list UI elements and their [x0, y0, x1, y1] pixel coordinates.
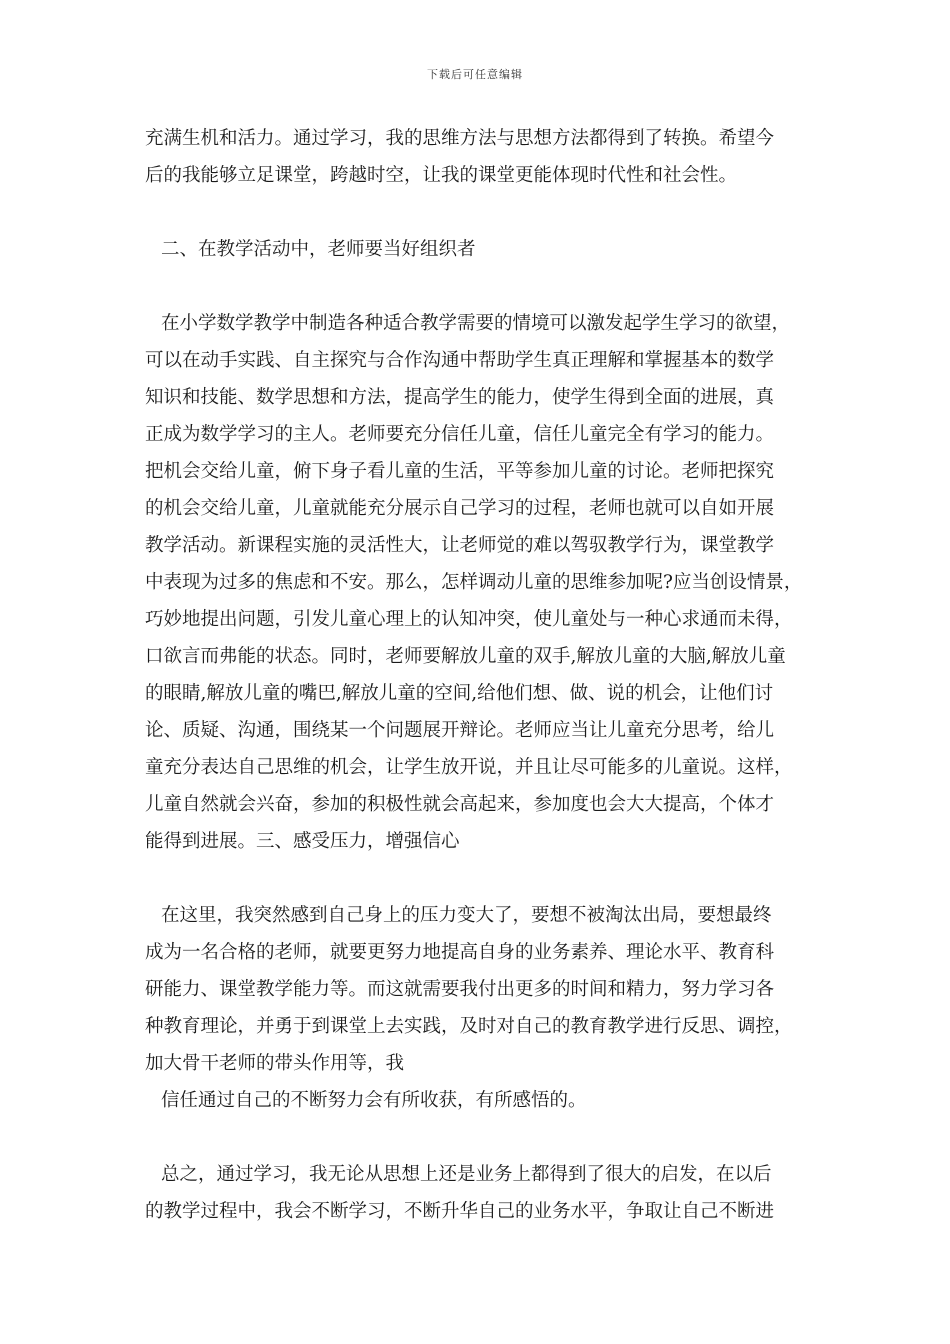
- text-line: 的眼睛,解放儿童的嘴巴,解放儿童的空间,给他们想、做、说的机会，让他们讨: [145, 683, 774, 704]
- text-line: 巧妙地提出问题，引发儿童心理上的认知冲突，使儿童处与一种心求通而未得，: [145, 609, 793, 630]
- paragraph-pressure: [145, 897, 813, 1082]
- page-header: 下载后可任意编辑: [427, 68, 523, 81]
- section-heading-two: [145, 231, 813, 268]
- text-line: 的机会交给儿童，儿童就能充分展示自己学习的过程，老师也就可以自如开展: [145, 498, 775, 519]
- text-line: 种教育理论，并勇于到课堂上去实践，及时对自己的教育教学进行反思、调控，: [145, 1016, 793, 1037]
- paragraph-conclusion: [145, 1156, 813, 1230]
- text-line: 知识和技能、数学思想和方法，提高学生的能力，使学生得到全面的进展，真: [145, 387, 775, 408]
- text-line: 研能力、课堂教学能力等。而这就需要我付出更多的时间和精力，努力学习各: [145, 979, 775, 1000]
- paragraph-closing-previous: [145, 120, 813, 194]
- text-line: 儿童自然就会兴奋，参加的积极性就会高起来，参加度也会大大提高，个体才: [145, 794, 775, 815]
- text-line: 成为一名合格的老师，就要更努力地提高自身的业务素养、理论水平、教育科: [145, 942, 775, 963]
- paragraph-belief: [145, 1082, 813, 1119]
- text-line: 的教学过程中，我会不断学习，不断升华自己的业务水平，争取让自己不断进: [145, 1201, 775, 1222]
- section-heading-text: 二、在教学活动中，老师要当好组织者: [161, 239, 476, 260]
- text-line: 口欲言而弗能的状态。同时，老师要解放儿童的双手,解放儿童的大脑,解放儿童: [145, 646, 786, 667]
- text-line: 可以在动手实践、自主探究与合作沟通中帮助学生真正理解和掌握基本的数学: [145, 350, 775, 371]
- text-line: 总之，通过学习，我无论从思想上还是业务上都得到了很大的启发，在以后: [161, 1164, 772, 1185]
- text-line: 童充分表达自己思维的机会，让学生放开说，并且让尽可能多的儿童说。这样，: [145, 757, 793, 778]
- text-line: 在这里，我突然感到自己身上的压力变大了，要想不被淘汰出局，要想最终: [161, 905, 772, 926]
- text-line: 论、质疑、沟通，围绕某一个问题展开辩论。老师应当让儿童充分思考，给儿: [145, 720, 775, 741]
- text-line: 中表现为过多的焦虑和不安。那么，怎样调动儿童的思维参加呢?应当创设情景，: [145, 572, 803, 593]
- text-line: 在小学数学教学中制造各种适合教学需要的情境可以激发起学生学习的欲望，: [161, 313, 791, 334]
- text-line: 加大骨干老师的带头作用等，我: [145, 1053, 405, 1074]
- text-line: 把机会交给儿童，俯下身子看儿童的生活，平等参加儿童的讨论。老师把探究: [145, 461, 775, 482]
- text-line: 信任通过自己的不断努力会有所收获，有所感悟的。: [161, 1090, 587, 1111]
- paragraph-organizer: [145, 305, 813, 860]
- text-line: 能得到进展。三、感受压力，增强信心: [145, 831, 460, 852]
- text-line: 后的我能够立足课堂，跨越时空，让我的课堂更能体现时代性和社会性。: [145, 165, 738, 186]
- text-line: 充满生机和活力。通过学习，我的思维方法与思想方法都得到了转换。希望今: [145, 128, 775, 149]
- text-line: 正成为数学学习的主人。老师要充分信任儿童，信任儿童完全有学习的能力。: [145, 424, 775, 445]
- document-body: [145, 120, 813, 1230]
- text-line: 教学活动。新课程实施的灵活性大，让老师觉的难以驾驭教学行为，课堂教学: [145, 535, 775, 556]
